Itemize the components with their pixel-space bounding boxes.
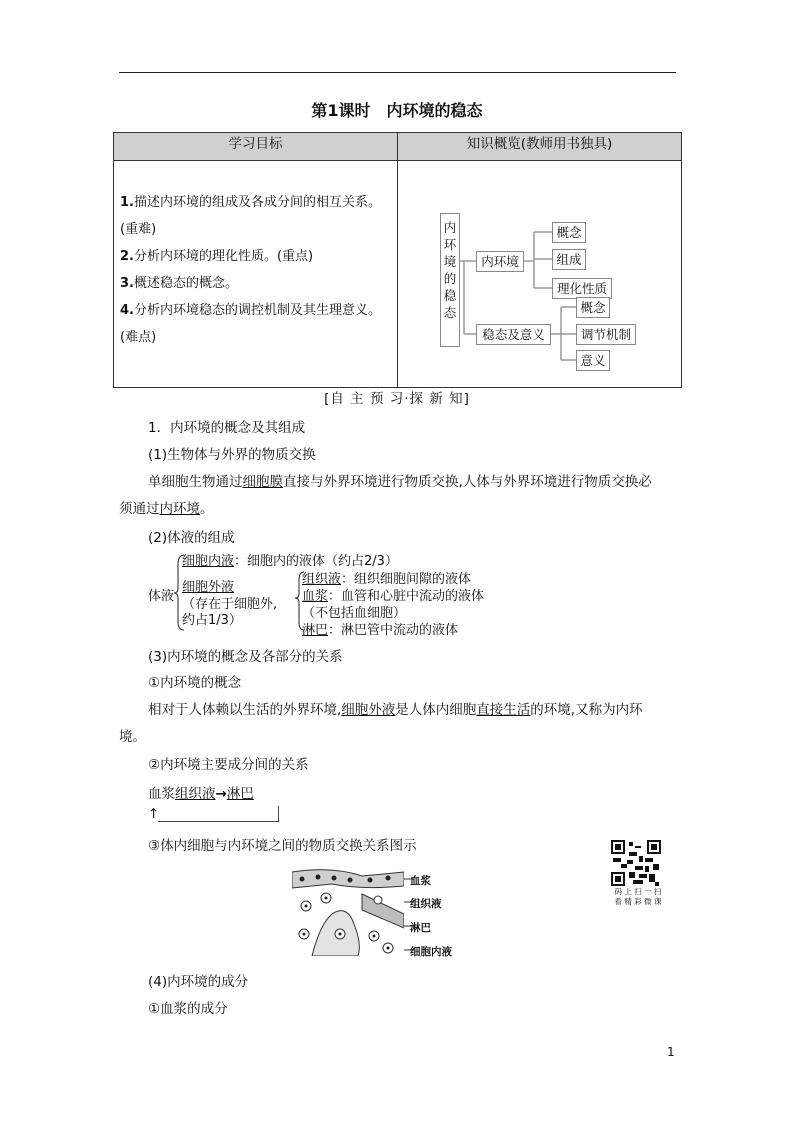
- mindmap-node-composition: 组成: [552, 249, 586, 270]
- mindmap-cell: [398, 161, 682, 388]
- extracellular-note1: （存在于细胞外,: [182, 597, 278, 612]
- subheading-concept: ①内环境的概念: [148, 675, 242, 691]
- mindmap-node-regulation: 调节机制: [576, 324, 636, 345]
- mindmap-branch-internal-env: 内环境: [476, 251, 524, 272]
- heading-1-2: (2)体液的组成: [148, 530, 235, 546]
- page-title: 第1课时 内环境的稳态: [311, 101, 483, 120]
- page-number: 1: [667, 1045, 675, 1059]
- body-fluid-label: 体液: [148, 589, 175, 604]
- heading-1: 1．内环境的概念及其组成: [148, 420, 306, 436]
- paragraph-1-line1: 单细胞生物通过细胞膜直接与外界环境进行物质交换,人体与外界环境进行物质交换必: [148, 474, 652, 490]
- relation-diagram: 血浆组织液→淋巴: [148, 786, 254, 802]
- col-header-overview: 知识概览(教师用书独具): [398, 133, 682, 161]
- relation-return-arrow: ↑: [148, 806, 160, 822]
- qr-caption: 码 上 扫 一 扫 看 精 彩 微 课: [614, 887, 662, 906]
- figure-label-lymph: 淋巴: [410, 922, 431, 934]
- mindmap-root: 内环境的稳态: [440, 213, 460, 347]
- paragraph-1-line2: 须通过内环境。: [119, 501, 214, 517]
- mindmap-node-significance: 意义: [576, 350, 610, 371]
- goal-item: (重难): [120, 222, 157, 237]
- paragraph-2-line2: 境。: [119, 729, 146, 745]
- heading-1-4: (4)内环境的成分: [148, 974, 249, 990]
- goal-item: 3.概述稳态的概念。: [120, 276, 238, 291]
- extracellular-note2: 约占1/3）: [182, 613, 242, 628]
- heading-1-1: (1)生物体与外界的物质交换: [148, 447, 316, 463]
- intracellular-fluid: 细胞内液：细胞内的液体（约占2/3）: [182, 554, 398, 569]
- paragraph-2-line1: 相对于人体赖以生活的外界环境,细胞外液是人体内细胞直接生活的环境,又称为内环: [148, 702, 643, 718]
- mindmap-branch-homeostasis: 稳态及意义: [476, 324, 551, 345]
- mindmap-node-physchem: 理化性质: [552, 278, 612, 299]
- heading-1-3: (3)内环境的概念及各部分的关系: [148, 649, 343, 665]
- plasma: 血浆：血管和心脏中流动的液体: [302, 589, 485, 604]
- figure-label-tissue-fluid: 组织液: [410, 898, 442, 910]
- figure-label-intracellular: 细胞内液: [410, 946, 452, 958]
- header-rule: [119, 72, 676, 73]
- exchange-illustration: [292, 864, 404, 956]
- lymph: 淋巴：淋巴管中流动的液体: [302, 623, 459, 638]
- goal-item: 2.分析内环境的理化性质。(重点): [120, 249, 314, 264]
- goal-item: 1.描述内环境的组成及各成分间的相互关系。: [120, 195, 381, 210]
- subheading-plasma-composition: ①血浆的成分: [148, 1001, 228, 1017]
- goal-item: 4.分析内环境稳态的调控机制及其生理意义。: [120, 303, 381, 318]
- qr-code-icon[interactable]: [611, 840, 661, 886]
- plasma-note: （不包括血细胞）: [302, 606, 407, 621]
- mindmap-node-concept: 概念: [552, 222, 586, 243]
- objectives-table: [113, 132, 682, 388]
- figure-label-plasma: 血浆: [410, 875, 431, 887]
- subheading-relations: ②内环境主要成分间的关系: [148, 757, 309, 773]
- mindmap-node-concept-2: 概念: [576, 297, 610, 318]
- goals-cell: [114, 161, 398, 388]
- goals-list: [114, 161, 397, 351]
- tissue-fluid: 组织液：组织细胞间隙的液体: [302, 572, 472, 587]
- section-label: [自 主 预 习·探 新 知]: [324, 391, 470, 407]
- col-header-goals: 学习目标: [114, 133, 398, 161]
- knowledge-mindmap: [398, 161, 681, 387]
- goal-item: (难点): [120, 330, 157, 345]
- relation-return-line: [158, 806, 279, 822]
- extracellular-fluid: 细胞外液: [182, 580, 235, 595]
- body-fluid-diagram: [148, 550, 548, 636]
- subheading-exchange: ③体内细胞与内环境之间的物质交换关系图示: [148, 838, 417, 854]
